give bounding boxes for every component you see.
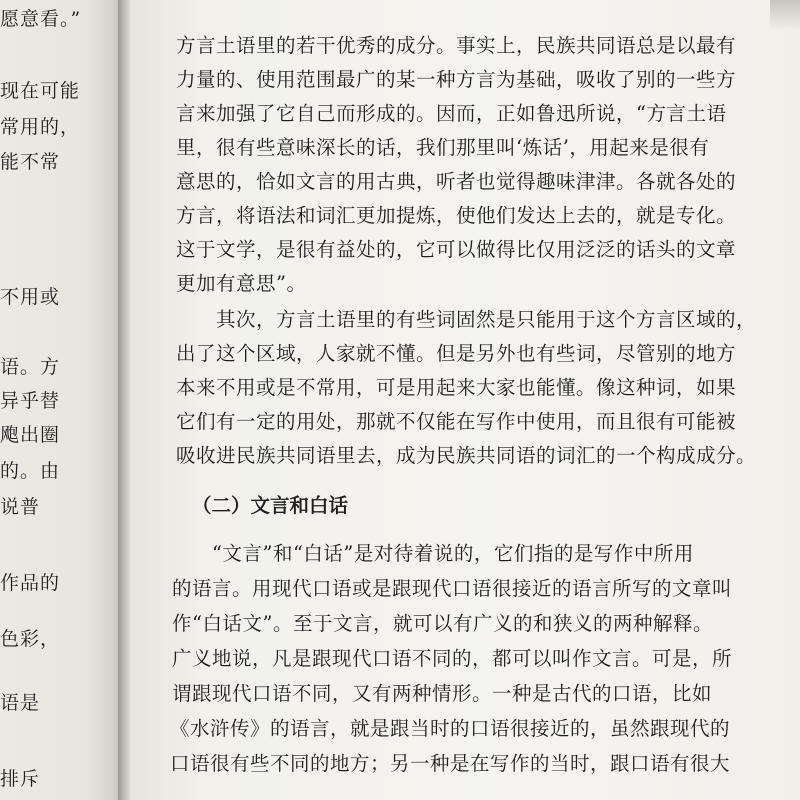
text-line: 出了这个区域，人家就不懂。但是另外也有些词，尽管别的地方 — [176, 342, 737, 365]
text-line: 本来不用或是不常用，可是用起来大家也能懂。像这种词，如果 — [176, 376, 737, 399]
left-line: 语。方 — [0, 356, 61, 378]
left-line: 愿意看。” — [0, 8, 82, 30]
left-line: 色彩， — [0, 628, 61, 650]
text-line: 谓跟现代口语不同，又有两种情形。一种是古代的口语，比如 — [172, 682, 713, 705]
section-heading: （二）文言和白话 — [192, 494, 349, 517]
text-line: 更加有意思”。 — [176, 272, 307, 295]
left-line: 飑出圈 — [0, 424, 61, 446]
text-line: 言来加强了它自己而形成的。因而，正如鲁迅所说，“方言土语 — [176, 102, 727, 125]
left-line: 常用的， — [0, 116, 81, 138]
text-line: 广义地说，凡是跟现代口语不同的，都可以叫作文言。可是，所 — [172, 647, 733, 670]
left-line: 作品的 — [0, 572, 61, 594]
text-line: 方言土语里的若干优秀的成分。事实上，民族共同语总是以最有 — [176, 34, 737, 57]
text-line: 《水浒传》的语言，就是跟当时的口语很接近的，虽然跟现代的 — [170, 717, 731, 740]
left-line: 现在可能 — [0, 80, 81, 102]
left-line: 说普 — [0, 496, 41, 518]
text-line: 它们有一定的用处，那就不仅能在写作中使用，而且很有可能被 — [176, 410, 737, 433]
text-line: 的语言。用现代口语或是跟现代口语很接近的语言所写的文章叫 — [172, 577, 733, 600]
text-line: 力量的、使用范围最广的某一种方言为基础，吸收了别的一些方 — [176, 68, 737, 91]
left-line: 排斥 — [0, 768, 41, 790]
text-line: 其次，方言土语里的有些词固然是只能用于这个方言区域的， — [216, 308, 757, 331]
left-line: 异乎替 — [0, 390, 61, 412]
page-shadow — [770, 0, 800, 30]
left-page — [0, 0, 122, 800]
text-line: 里，很有些意味深长的话，我们那里叫‘炼话’，用起来是很有 — [176, 136, 710, 159]
left-line: 能不常 — [0, 151, 61, 173]
text-line: 吸收进民族共同语里去，成为民族共同语的词汇的一个构成成分。 — [176, 444, 757, 467]
text-line: 方言，将语法和词汇更加提炼，使他们发达上去的，就是专化。 — [176, 204, 737, 227]
text-line: “文言”和“白话”是对待着说的，它们指的是写作中所用 — [212, 542, 694, 565]
left-line: 不用或 — [0, 286, 61, 308]
right-page — [130, 0, 800, 800]
left-line: 的。由 — [0, 460, 61, 482]
text-line: 意思的，恰如文言的用古典，听者也觉得趣味津津。各就各处的 — [176, 170, 737, 193]
text-line: 这于文学，是很有益处的，它可以做得比仅用泛泛的话头的文章 — [176, 238, 737, 261]
text-line: 口语很有些不同的地方；另一种是在写作的当时，跟口语有很大 — [170, 752, 731, 775]
left-line: 语是 — [0, 692, 41, 714]
text-line: 作“白话文”。至于文言，就可以有广义的和狭义的两种解释。 — [172, 612, 713, 635]
